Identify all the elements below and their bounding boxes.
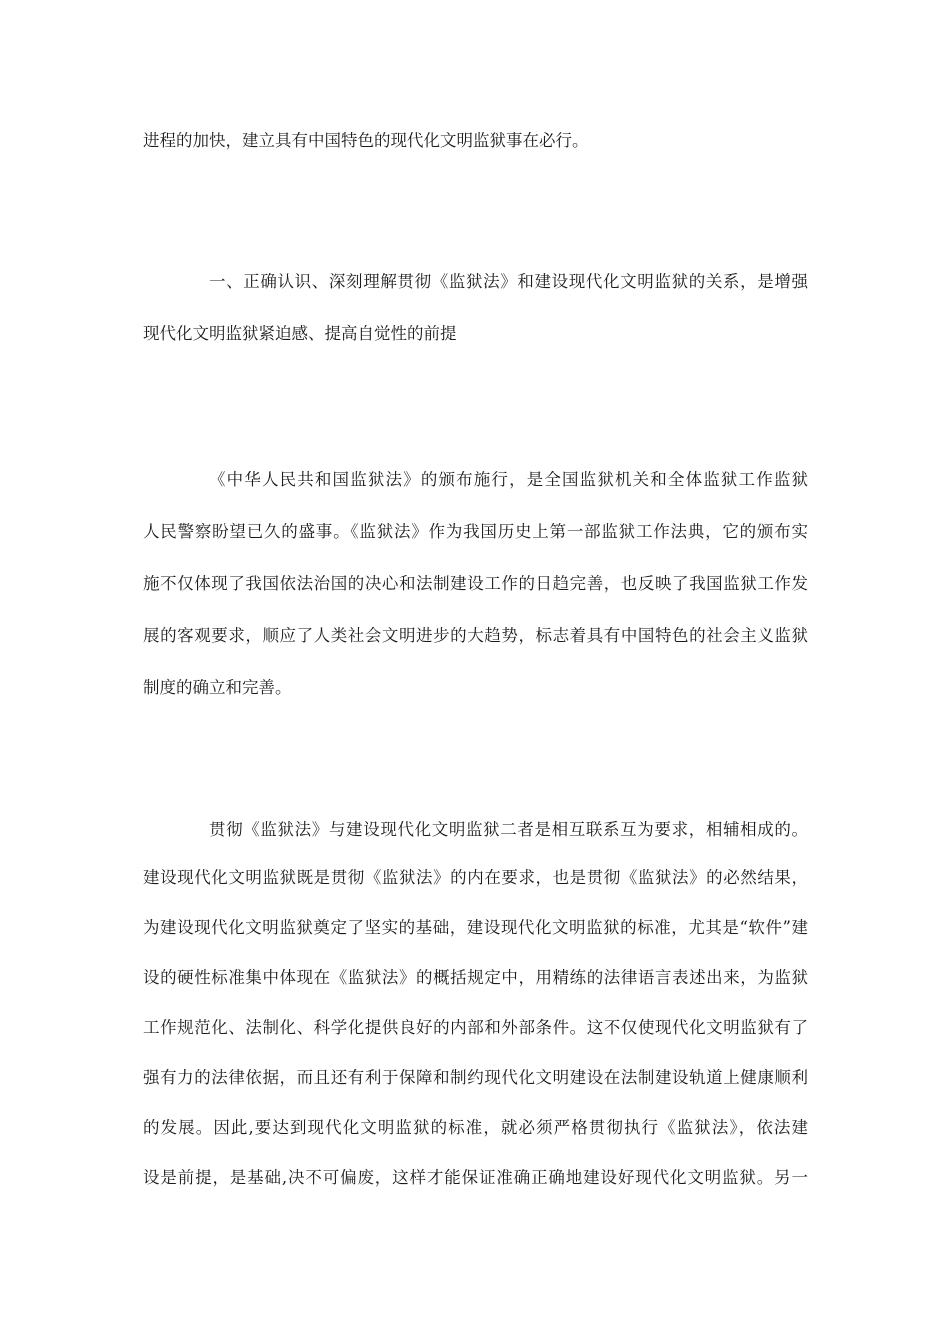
paragraph-line: 贯彻《监狱法》与建设现代化文明监狱二者是相互联系互为要求，相辅相成的。 xyxy=(209,820,808,839)
paragraph-line: 强有力的法律依据，而且还有利于保障和制约现代化文明建设在法制建设轨道上健康顺利 xyxy=(143,1068,808,1087)
paragraph-line: 设的硬性标准集中体现在《监狱法》的概括规定中，用精练的法律语言表述出来，为监狱 xyxy=(143,968,808,987)
heading-line: 一、正确认识、深刻理解贯彻《监狱法》和建设现代化文明监狱的关系，是增强 xyxy=(209,272,808,291)
paragraph-line: 展的客观要求，顺应了人类社会文明进步的大趋势，标志着具有中国特色的社会主义监狱 xyxy=(143,626,808,645)
paragraph-line: 人民警察盼望已久的盛事。《监狱法》作为我国历史上第一部监狱工作法典，它的颁布实 xyxy=(143,522,808,541)
paragraph-line: 建设现代化文明监狱既是贯彻《监狱法》的内在要求，也是贯彻《监狱法》的必然结果， xyxy=(143,868,808,887)
paragraph-line: 设是前提，是基础,决不可偏废，这样才能保证准确正确地建设好现代化文明监狱。另一 xyxy=(143,1168,808,1187)
paragraph-line: 《中华人民共和国监狱法》的颁布施行，是全国监狱机关和全体监狱工作监狱 xyxy=(209,470,808,489)
paragraph-line: 施不仅体现了我国依法治国的决心和法制建设工作的日趋完善，也反映了我国监狱工作发 xyxy=(143,574,808,593)
paragraph-line: 为建设现代化文明监狱奠定了坚实的基础，建设现代化文明监狱的标准，尤其是“软件”建 xyxy=(143,918,808,937)
paragraph-line: 制度的确立和完善。 xyxy=(143,678,292,697)
heading-line: 现代化文明监狱紧迫感、提高自觉性的前提 xyxy=(143,324,457,343)
paragraph-line: 进程的加快，建立具有中国特色的现代化文明监狱事在必行。 xyxy=(143,131,589,150)
paragraph-line: 工作规范化、法制化、科学化提供良好的内部和外部条件。这不仅使现代化文明监狱有了 xyxy=(143,1018,808,1037)
paragraph-line: 的发展。因此,要达到现代化文明监狱的标准，就必须严格贯彻执行《监狱法》，依法建 xyxy=(143,1118,808,1137)
